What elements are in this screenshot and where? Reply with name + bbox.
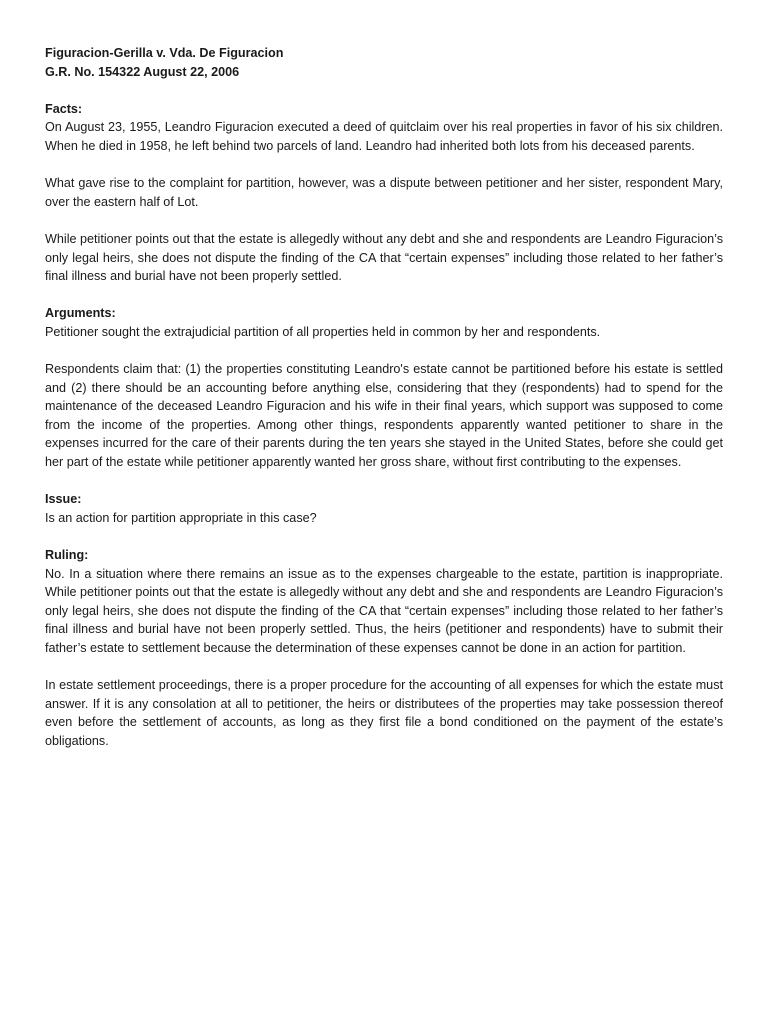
spacer	[45, 211, 723, 230]
spacer	[45, 527, 723, 546]
document-page	[45, 44, 723, 751]
case-number-date: G.R. No. 154322 August 22, 2006	[45, 64, 240, 79]
spacer	[45, 658, 723, 677]
facts-paragraph: While petitioner points out that the estate is allegedly without any debt and she and respondents are Leandro Figuracion’s only legal heirs, she does not dispute the finding of the CA that “certain expenses” including those related to her father’s final illness and burial have not been properly settled.	[45, 231, 723, 284]
facts-paragraph: What gave rise to the complaint for partition, however, was a dispute between petitioner and her sister, respondent Mary, over the eastern half of Lot.	[45, 176, 723, 209]
issue-heading: Issue:	[45, 492, 82, 507]
arguments-heading: Arguments:	[45, 306, 116, 321]
spacer	[45, 472, 723, 491]
spacer	[45, 156, 723, 175]
spacer	[45, 286, 723, 305]
facts-heading: Facts:	[45, 101, 83, 116]
spacer	[45, 81, 723, 100]
facts-paragraph: On August 23, 1955, Leandro Figuracion executed a deed of quitclaim over his real properties in favor of his six children. When he died in 1958, he left behind two parcels of land. Leandro had inherited both lots from his deceased parents.	[45, 120, 723, 153]
spacer	[45, 342, 723, 361]
arguments-paragraph: Petitioner sought the extrajudicial partition of all properties held in common by her and respondents.	[45, 324, 601, 339]
ruling-heading: Ruling:	[45, 548, 89, 563]
ruling-paragraph: In estate settlement proceedings, there is a proper procedure for the accounting of all expenses for which the estate must answer. If it is any consolation at all to petitioner, the heirs or distributees of the properties may take possession thereof even before the settlement of accounts, as long as they first file a bond conditioned on the payment of the estate’s obligations.	[45, 678, 723, 748]
case-title: Figuracion-Gerilla v. Vda. De Figuracion	[45, 46, 284, 60]
issue-paragraph: Is an action for partition appropriate in this case?	[45, 510, 317, 525]
ruling-paragraph: No. In a situation where there remains an issue as to the expenses chargeable to the estate, partition is inappropriate. While petitioner points out that the estate is allegedly without any debt and she and respondents are Leandro Figuracion’s only legal heirs, she does not dispute the finding of the CA that “certain expenses” including those related to her father’s final illness and burial have not been properly settled. Thus, the heirs (petitioner and respondents) have to submit their father’s estate to settlement because the determination of these expenses cannot be done in an action for partition.	[45, 566, 723, 655]
arguments-paragraph: Respondents claim that: (1) the properties constituting Leandro's estate cannot be partitioned before his estate is settled and (2) there should be an accounting before anything else, considering that they (respondents) had to spend for the maintenance of the deceased Leandro Figuracion and his wife in their final years, which support was supposed to come from the income of the properties. Among other things, respondents apparently wanted petitioner to share in the expenses incurred for the care of their parents during the ten years she stayed in the United States, before she could get her part of the estate while petitioner apparently wanted her gross share, without first contributing to the expenses.	[45, 362, 723, 470]
